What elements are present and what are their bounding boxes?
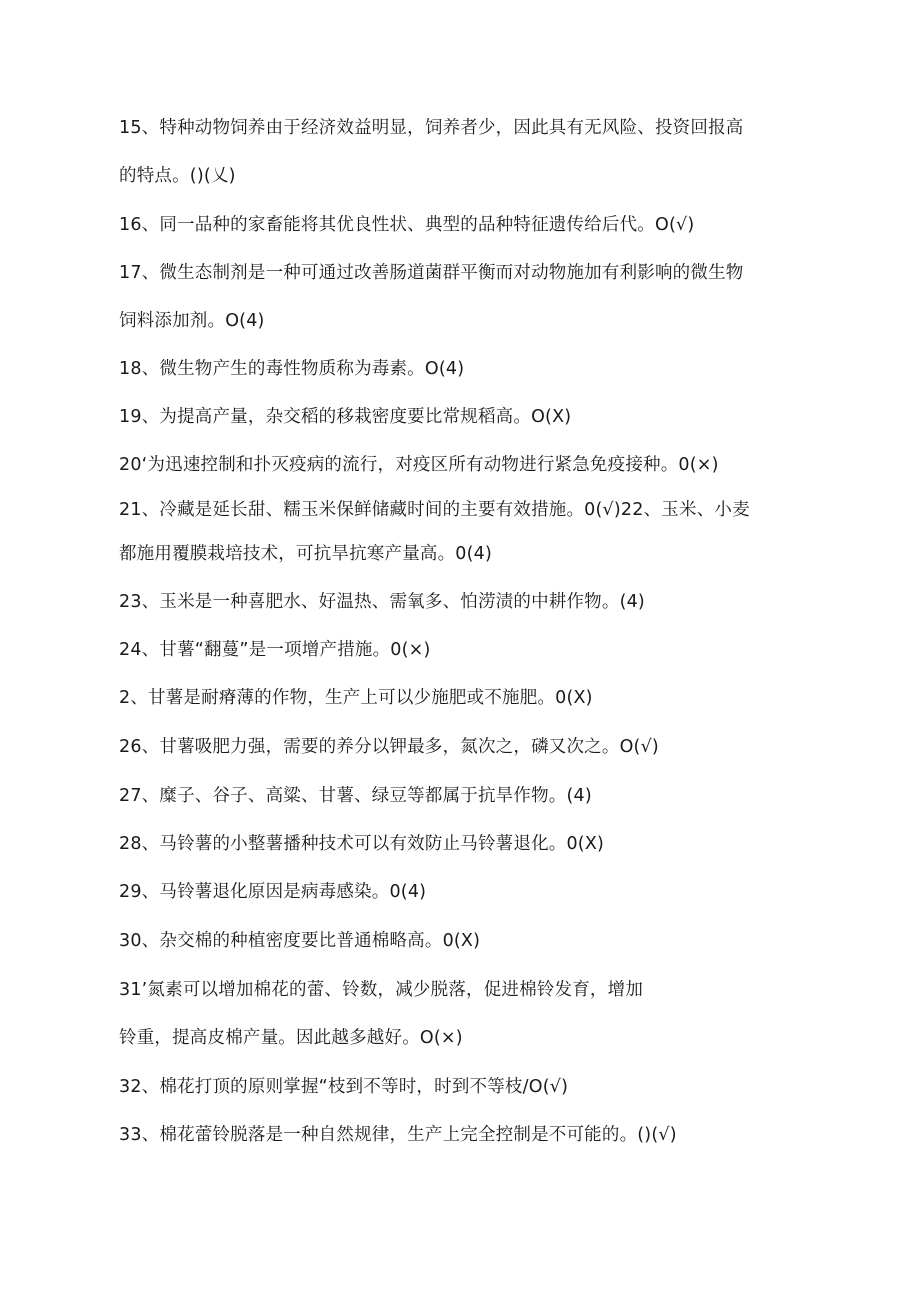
question-15-line-1: 15、特种动物饲养由于经济效益明显，饲养者少，因此具有无风险、投资回报高 [119, 118, 744, 138]
question-27: 27、糜子、谷子、高粱、甘薯、绿豆等都属于抗旱作物。(4) [119, 786, 592, 806]
question-15-line-2: 的特点。()(乂) [119, 166, 236, 186]
question-24: 24、甘薯“翻蔓”是一项增产措施。0(×) [119, 640, 431, 660]
question-28: 28、马铃薯的小整薯播种技术可以有效防止马铃薯退化。0(X) [119, 834, 605, 854]
question-30: 30、杂交棉的种植密度要比普通棉略高。0(X) [119, 931, 481, 951]
question-18: 18、微生物产生的毒性物质称为毒素。O(4) [119, 359, 465, 379]
question-26: 26、甘薯吸肥力强，需要的养分以钾最多，氮次之，磷又次之。O(√) [119, 737, 659, 757]
question-33: 33、棉花蕾铃脱落是一种自然规律，生产上完全控制是不可能的。()(√) [119, 1125, 677, 1145]
question-21-22-line-1: 21、冷藏是延长甜、糯玉米保鲜储藏时间的主要有效措施。0(√)22、玉米、小麦 [119, 500, 750, 520]
question-17-line-1: 17、微生态制剂是一种可通过改善肠道菌群平衡而对动物施加有利影响的微生物 [119, 263, 744, 283]
question-20: 20‘为迅速控制和扑灭疫病的流行，对疫区所有动物进行紧急免疫接种。0(×) [119, 455, 719, 475]
question-31-line-1: 31’氮素可以增加棉花的蕾、铃数，减少脱落，促进棉铃发育，增加 [119, 980, 644, 1000]
question-25: 2、甘薯是耐瘠薄的作物，生产上可以少施肥或不施肥。0(X) [119, 688, 593, 708]
question-16: 16、同一品种的家畜能将其优良性状、典型的品种特征遗传给后代。O(√) [119, 215, 695, 235]
question-22-line-2: 都施用覆膜栽培技术，可抗旱抗寒产量高。0(4) [119, 544, 493, 564]
question-23: 23、玉米是一种喜肥水、好温热、需氧多、怕涝渍的中耕作物。(4) [119, 592, 645, 612]
question-19: 19、为提高产量，杂交稻的移栽密度要比常规稻高。O(X) [119, 407, 572, 427]
question-32: 32、棉花打顶的原则掌握“枝到不等时，时到不等枝/O(√) [119, 1077, 569, 1097]
question-31-line-2: 铃重，提高皮棉产量。因此越多越好。O(×) [119, 1028, 463, 1048]
question-29: 29、马铃薯退化原因是病毒感染。0(4) [119, 882, 427, 902]
question-17-line-2: 饲料添加剂。O(4) [119, 311, 265, 331]
